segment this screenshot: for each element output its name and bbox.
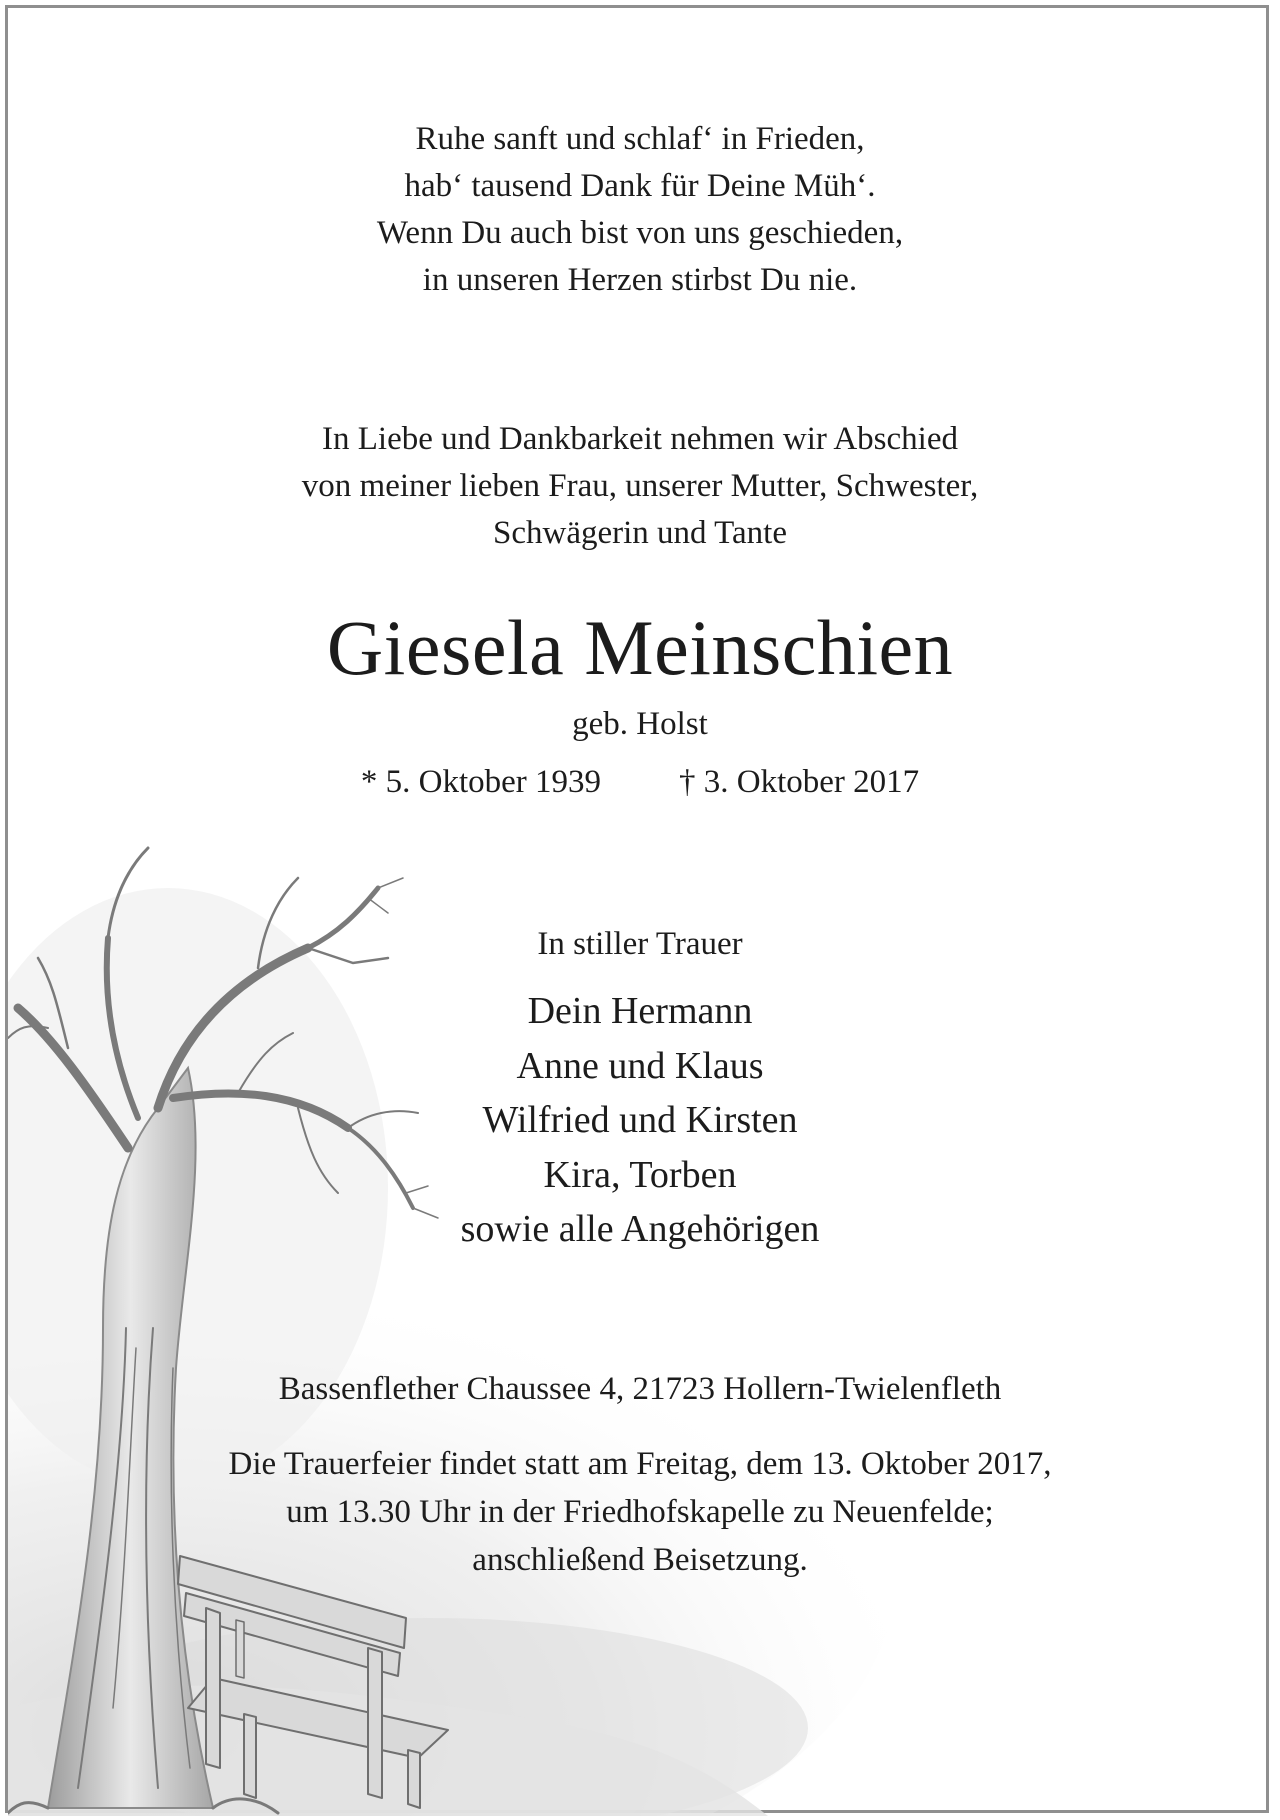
farewell-intro	[8, 416, 1272, 557]
service-line: um 13.30 Uhr in der Friedhofskapelle zu Neuenfelde;	[286, 1494, 994, 1530]
mourning-heading: In stiller Trauer	[537, 926, 743, 962]
birth-date: * 5. Oktober 1939	[360, 764, 601, 800]
family-address: Bassenflether Chaussee 4, 21723 Hollern-Twielenfleth	[278, 1371, 1002, 1407]
maiden-name: geb. Holst	[572, 706, 708, 742]
funeral-service-info	[8, 1440, 1272, 1584]
poem-line: in unseren Herzen stirbst Du nie.	[422, 262, 858, 298]
death-date: † 3. Oktober 2017	[679, 764, 920, 800]
mourner-name: Anne und Klaus	[516, 1044, 764, 1087]
intro-line: In Liebe und Dankbarkeit nehmen wir Abschied	[322, 421, 958, 457]
mourner-name: Wilfried und Kirsten	[482, 1099, 798, 1141]
mourners-list	[8, 984, 1272, 1257]
poem-line: Ruhe sanft und schlaf‘ in Frieden,	[415, 121, 865, 157]
life-dates	[8, 760, 1272, 804]
obituary-notice	[5, 5, 1269, 1813]
poem-line: hab‘ tausend Dank für Deine Müh‘.	[404, 168, 876, 204]
intro-line: von meiner lieben Frau, unserer Mutter, Schwester,	[301, 468, 979, 504]
poem	[8, 116, 1272, 304]
mourner-name: Kira, Torben	[543, 1153, 737, 1196]
intro-line: Schwägerin und Tante	[492, 515, 787, 551]
service-line: Die Trauerfeier findet statt am Freitag, dem 13. Oktober 2017,	[228, 1446, 1052, 1482]
poem-line: Wenn Du auch bist von uns geschieden,	[376, 215, 904, 251]
service-line: anschließend Beisetzung.	[472, 1542, 808, 1578]
mourner-name: Dein Hermann	[527, 990, 753, 1032]
mourner-name: sowie alle Angehörigen	[460, 1208, 820, 1250]
notice-text	[8, 8, 1272, 1816]
deceased-name: Giesela Meinschien	[326, 604, 954, 691]
